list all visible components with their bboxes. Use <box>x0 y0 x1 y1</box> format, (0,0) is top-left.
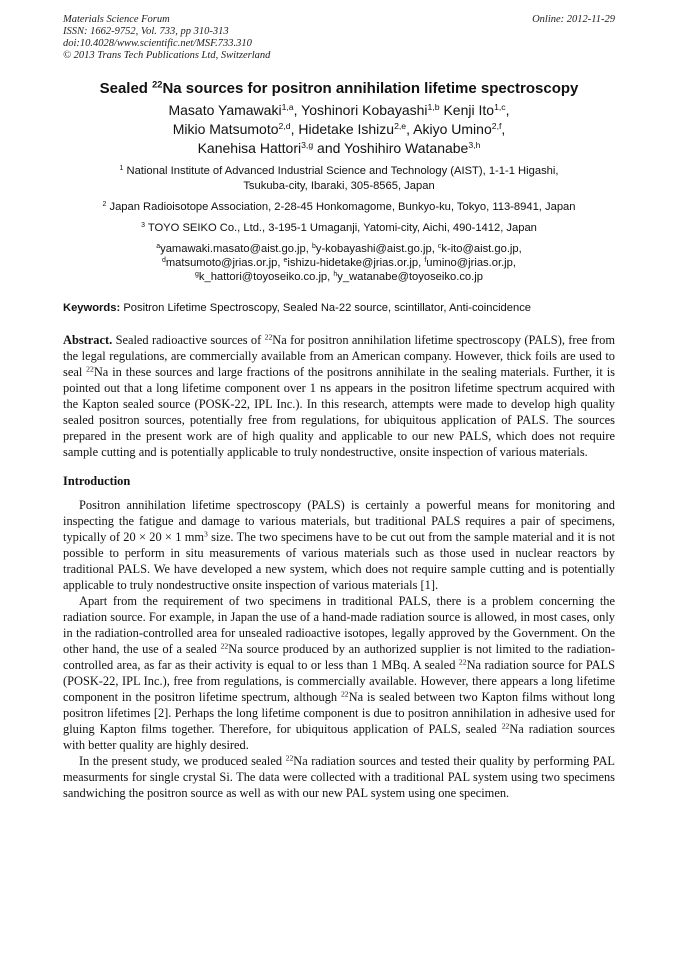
isotope-sup: 22 <box>458 657 467 667</box>
title-isotope-mass: 22 <box>152 79 163 90</box>
email-sup: b <box>311 242 316 250</box>
para-text: Apart from the requirement of two specimens in traditional PALS, there is a problem concerning the radiation source. For example, in Japan the use of a hand-made radiation source is allowed, in most cases, only in the radiation-controlled area for unsealed radioactive isotopes, legally approved by the Government. On the other hand, the use of a sealed <box>63 594 615 656</box>
email-line-3: $^g$k_hattori@toyoseiko.co.jp, $^h$y_watanabe@toyoseiko.co.jp <box>195 270 483 283</box>
copyright-line: © 2013 Trans Tech Publications Ltd, Switzerland <box>63 50 271 61</box>
para-text: Na source produced by an authorized supplier is not limited to the radiation-controlled area, as far as their activity is equal to or less than 1 MBq. A sealed <box>63 642 615 672</box>
online-date: Online: 2012-11-29 <box>532 14 615 25</box>
abstract-label: Abstract. <box>63 333 113 347</box>
email-address[interactable]: umino@jrias.or.jp <box>426 257 513 269</box>
intro-paragraph-3 <box>63 753 615 801</box>
email-address[interactable]: k-ito@aist.go.jp <box>441 243 519 255</box>
author-sup: 3,g <box>301 139 314 150</box>
author-name: Kanehisa Hattori <box>197 140 302 156</box>
email-list <box>63 242 615 284</box>
email-address[interactable]: ishizu-hidetake@jrias.or.jp <box>287 257 419 269</box>
section-heading-introduction: Introduction <box>63 474 131 488</box>
author-name: Mikio Matsumoto <box>172 121 279 137</box>
unit-sup: 3 <box>204 529 208 539</box>
author-sep: and <box>313 140 345 156</box>
affiliation-text-line2: Tsukuba-city, Ibaraki, 305-8565, Japan <box>243 180 435 192</box>
email-address[interactable]: y-kobayashi@aist.go.jp <box>315 243 432 255</box>
affiliation-3 <box>63 221 615 236</box>
affiliation-num: 2 <box>102 200 107 208</box>
author-sep: , <box>406 121 414 137</box>
author-name: Kenji Ito <box>443 102 495 118</box>
paper-page <box>63 14 615 801</box>
author-sup: 2,f <box>491 120 502 131</box>
affiliation-2 <box>63 200 615 215</box>
keywords-label: Keywords: <box>63 302 121 314</box>
email-sup: h <box>333 270 338 278</box>
email-sup: e <box>283 256 288 264</box>
author-sep: , <box>505 102 510 118</box>
email-address[interactable]: y_watanabe@toyoseiko.co.jp <box>337 271 483 283</box>
para-text: Na is sealed between two Kapton films without long positron lifetimes [2]. Perhaps the long lifetime component is due to positron annihilation in adhesive used for gluing Kapton films together. Therefore, for ubiquitous application of PALS, sealed <box>63 690 615 736</box>
keywords-text: Positron Lifetime Spectroscopy, Sealed Na-22 source, scintillator, Anti-coincidence <box>123 302 532 314</box>
affiliation-1 <box>63 164 615 194</box>
title-text-2: Na sources for positron annihilation lifetime spectroscopy <box>162 80 579 97</box>
para-text: In the present study, we produced sealed <box>79 754 286 768</box>
author-name: Yoshihiro Watanabe <box>344 140 469 156</box>
author-sep: , <box>293 102 302 118</box>
abstract-text: Na for positron annihilation lifetime spectroscopy (PALS), free from the legal regulations, are commercially available from an American company. However, thick foils are used to seal <box>63 333 615 379</box>
affiliation-text: TOYO SEIKO Co., Ltd., 3-195-1 Umaganji, Yatomi-city, Aichi, 490-1412, Japan <box>147 222 537 234</box>
author-line-3 <box>63 139 615 158</box>
paper-title <box>63 80 615 97</box>
intro-paragraph-1 <box>63 497 615 593</box>
author-sup: 1,b <box>427 101 440 112</box>
email-address[interactable]: matsumoto@jrias.or.jp <box>165 257 278 269</box>
author-sup: 1,c <box>494 101 506 112</box>
author-sup: 3,h <box>468 139 481 150</box>
abstract-text: Na in these sources and large fractions of the positrons annihilate in the sealing materials. Further, it is pointed out that a long lifetime component over 1 ns appears in the positron lifetime spectrum acquired with the Kapton sealed source (POSK-22, IPL Inc.). In this research, attempts were made to develop high quality sealed positron sources, potentially free from regulations, for ubiquitous application of PALS. The sources prepared in the present work are of high quality and applicable to our new PALS, which does not require sample cutting and is potentially applicable to truly nondestructive, onsite inspection of various materials. <box>63 365 615 459</box>
email-line-1: $^a$yamawaki.masato@aist.go.jp, $^b$y-kobayashi@aist.go.jp, $^c$k-ito@aist.go.jp, <box>156 242 522 255</box>
isotope-sup: 22 <box>501 721 510 731</box>
abstract <box>63 332 615 460</box>
email-sup: d <box>161 256 166 264</box>
journal-header <box>63 14 615 62</box>
author-name: Yoshinori Kobayashi <box>301 102 428 118</box>
doi-line: doi:10.4028/www.scientific.net/MSF.733.310 <box>63 38 252 49</box>
author-name: Masato Yamawaki <box>168 102 282 118</box>
isotope-sup: 22 <box>285 753 294 763</box>
author-name: Akiyo Umino <box>413 121 492 137</box>
isotope-sup: 22 <box>86 364 94 374</box>
para-text: Na radiation sources with better quality are highly desired. <box>63 722 616 752</box>
title-text-1: Sealed <box>99 80 153 97</box>
author-sep: , <box>290 121 299 137</box>
author-sup: 1,a <box>281 101 294 112</box>
affiliation-num: 1 <box>119 164 124 172</box>
email-address[interactable]: k_hattori@toyoseiko.co.jp <box>198 271 328 283</box>
para-text: Positron annihilation lifetime spectroscopy (PALS) is certainly a powerful means for monitoring and inspecting the fatigue and damage to various materials, but traditional PALS requires a pair of specimens, typically of 20 × 20 × 1 mm <box>63 498 615 544</box>
author-list <box>63 101 615 158</box>
isotope-sup: 22 <box>340 689 349 699</box>
email-sup: c <box>437 242 442 250</box>
author-line-1 <box>63 101 615 120</box>
author-sup: 2,e <box>394 120 407 131</box>
journal-name: Materials Science Forum <box>63 14 170 25</box>
affiliation-text: National Institute of Advanced Industrial Science and Technology (AIST), 1-1-1 Higashi, <box>126 165 559 177</box>
author-sup: 2,d <box>278 120 291 131</box>
intro-paragraph-2 <box>63 593 615 753</box>
author-sep: , <box>501 121 506 137</box>
issn-line: ISSN: 1662-9752, Vol. 733, pp 310-313 <box>63 26 229 37</box>
email-sup: a <box>156 242 161 250</box>
isotope-sup: 22 <box>264 332 273 342</box>
keywords <box>63 302 615 314</box>
email-line-2: $^d$matsumoto@jrias.or.jp, $^e$ishizu-hidetake@jrias.or.jp, $^f$umino@jrias.or.jp, <box>161 256 516 269</box>
email-address[interactable]: yamawaki.masato@aist.go.jp <box>160 243 306 255</box>
author-line-2 <box>63 120 615 139</box>
email-sup: g <box>195 270 199 278</box>
para-text: Na radiation sources and tested their quality by performing PAL measurments for single crystal Si. The data were collected with a traditional PAL system using two specimens sandwiching the positron source as well as with our new PAL system using one specimen. <box>63 754 616 800</box>
affiliation-text: Japan Radioisotope Association, 2-28-45 Honkomagome, Bunkyo-ku, Tokyo, 113-8941, Japan <box>109 201 576 213</box>
affiliation-num: 3 <box>141 221 145 229</box>
para-text: size. The two specimens have to be cut out from the sample material and it is not possible to perform in situ measurements of various materials such as those used in nuclear reactors by traditional PALS. We have developed a new system, which does not require sample cutting and is potentially applicable to truly nondestructive onsite inspection of various materials [1]. <box>63 530 615 592</box>
isotope-sup: 22 <box>220 641 229 651</box>
abstract-text: Sealed radioactive sources of <box>115 333 265 347</box>
email-sup: f <box>424 256 427 264</box>
para-text: Na radiation source for PALS (POSK-22, IPL Inc.), free from regulations, is commercially available. However, there appears a long lifetime component in the positron lifetime spectrum, although <box>63 658 615 704</box>
author-name: Hidetake Ishizu <box>298 121 395 137</box>
